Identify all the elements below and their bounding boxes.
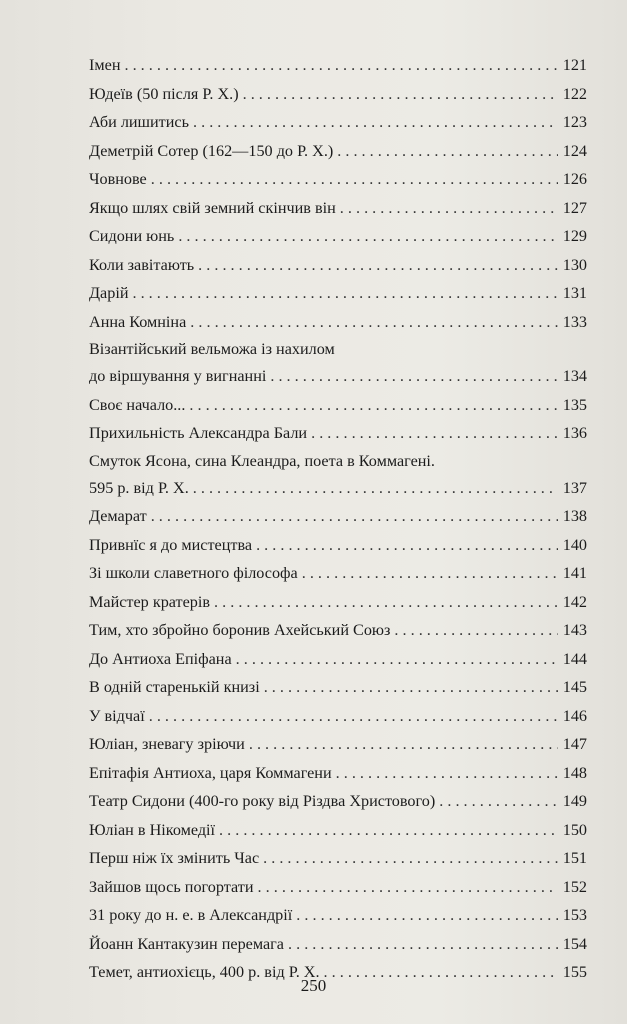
toc-entry-page-number: 137 (562, 478, 587, 497)
toc-entry-page-number: 124 (562, 141, 587, 160)
toc-entry (89, 80, 587, 109)
dot-leader (270, 362, 558, 391)
dot-leader (439, 787, 558, 816)
dot-leader (193, 474, 558, 503)
toc-entry-line (89, 645, 587, 674)
toc-entry (89, 588, 587, 617)
toc-entry (89, 51, 587, 80)
dot-leader (263, 844, 558, 873)
toc-entry-page-number: 148 (562, 763, 587, 782)
toc-entry-line (89, 816, 587, 845)
dot-leader (124, 51, 558, 80)
toc-entry-line (89, 844, 587, 873)
dot-leader (288, 930, 558, 959)
dot-leader (256, 531, 558, 560)
toc-entry-title: Коли завітають (89, 255, 195, 274)
dot-leader (243, 80, 558, 109)
toc-entry (89, 308, 587, 337)
toc-entry-page-number: 145 (562, 678, 587, 696)
toc-entry-line (89, 759, 587, 788)
toc-entry-title: Сидони юнь (89, 227, 175, 245)
dot-leader (311, 419, 558, 448)
toc-entry (89, 222, 587, 251)
toc-entry-page-number: 141 (562, 564, 587, 582)
toc-entry-line (89, 222, 587, 251)
toc-entry-line (89, 930, 587, 959)
toc-entry-page-number: 142 (562, 592, 587, 611)
toc-entry-title: Своє начало... (89, 395, 186, 414)
toc-entry (89, 419, 587, 448)
toc-entry-line (89, 165, 587, 194)
toc-entry-page-number: 152 (562, 877, 587, 896)
dot-leader (193, 108, 558, 137)
dot-leader (132, 279, 558, 308)
toc-entry-line (89, 80, 587, 109)
toc-entry-page-number: 146 (562, 706, 587, 725)
toc-entry (89, 616, 587, 645)
dot-leader (198, 251, 558, 280)
toc-entry-title: Анна Комніна (89, 312, 187, 331)
toc-entry (89, 702, 587, 731)
toc-entry-title: Майстер кратерів (89, 592, 211, 611)
toc-entry-line (89, 502, 587, 531)
toc-entry-line (89, 873, 587, 902)
toc-entry-title: Юдеїв (50 після Р. Х.) (89, 84, 239, 103)
toc-entry-page-number: 123 (562, 113, 587, 131)
toc-entry-page-number: 154 (562, 934, 587, 953)
toc-entry-page-number: 122 (562, 84, 587, 103)
toc-entry (89, 930, 587, 959)
toc-entry-line (89, 730, 587, 759)
toc-entry-page-number: 150 (562, 820, 587, 839)
toc-entry-title: Аби лишитись (89, 113, 189, 131)
dot-leader (214, 588, 558, 617)
toc-entry (89, 901, 587, 930)
dot-leader (190, 308, 558, 337)
toc-entry-line (89, 108, 587, 137)
toc-entry-page-number: 136 (562, 424, 587, 442)
toc-entry-title: Якщо шлях свій земний скінчив він (89, 198, 336, 217)
toc-entry-line (89, 616, 587, 645)
toc-entry-title: Імен (89, 56, 121, 74)
toc-entry-line (89, 901, 587, 930)
toc-entry-title: Тим, хто збройно боронив Ахейський Союз (89, 621, 391, 639)
toc-entry (89, 194, 587, 223)
toc-entry-page-number: 153 (562, 906, 587, 924)
toc-entry (89, 502, 587, 531)
toc-entry (89, 645, 587, 674)
toc-entry-line (89, 391, 587, 420)
toc-entry-line (89, 279, 587, 308)
toc-entry (89, 108, 587, 137)
toc-entry-line (89, 787, 587, 816)
toc-entry-page-number: 134 (562, 367, 587, 385)
toc-entry-line (89, 362, 587, 391)
dot-leader (264, 673, 558, 702)
toc-entry (89, 391, 587, 420)
toc-entry-title: Зайшов щось погортати (89, 877, 254, 896)
toc-entry (89, 531, 587, 560)
toc-entry-line (89, 308, 587, 337)
toc-entry-title: Деметрій Сотер (162—150 до Р. Х.) (89, 141, 334, 160)
toc-entry-line (89, 137, 587, 166)
toc-entry-title: 595 р. від Р. Х. (89, 478, 189, 497)
dot-leader (296, 901, 558, 930)
toc-entry-title: Темет, антиохієць, 400 р. від Р. Х. (89, 963, 320, 981)
toc-entry-page-number: 143 (562, 621, 587, 639)
toc-entry (89, 137, 587, 166)
table-of-contents (89, 51, 587, 987)
toc-entry-page-number: 121 (562, 56, 587, 74)
toc-entry (89, 816, 587, 845)
toc-entry-page-number: 149 (562, 792, 587, 810)
dot-leader (258, 873, 558, 902)
toc-entry-line (89, 531, 587, 560)
toc-entry-page-number: 144 (562, 649, 587, 668)
toc-entry-title: Зі школи славетного філософа (89, 564, 298, 582)
toc-entry-title-line1: Смуток Ясона, сина Клеандра, поета в Коммагені. (89, 451, 435, 470)
toc-entry (89, 873, 587, 902)
toc-entry-title: У відчаї (89, 706, 145, 725)
dot-leader (394, 616, 558, 645)
toc-entry-page-number: 155 (562, 963, 587, 981)
dot-leader (340, 194, 558, 223)
toc-entry-line (89, 673, 587, 702)
dot-leader (249, 730, 558, 759)
dot-leader (151, 502, 558, 531)
toc-entry-page-number: 151 (562, 849, 587, 867)
toc-entry (89, 448, 587, 503)
toc-entry-page-number: 127 (562, 198, 587, 217)
toc-entry-title: До Антиоха Епіфана (89, 649, 232, 668)
toc-entry-page-number: 135 (562, 395, 587, 414)
toc-entry-line (89, 419, 587, 448)
toc-entry-title: Прихильність Александра Бали (89, 424, 308, 442)
toc-entry (89, 559, 587, 588)
dot-leader (178, 222, 558, 251)
dot-leader (189, 391, 558, 420)
toc-entry-page-number: 138 (562, 507, 587, 525)
toc-entry (89, 165, 587, 194)
toc-entry-title: Привнїс я до мистецтва (89, 535, 253, 554)
toc-entry (89, 787, 587, 816)
dot-leader (151, 165, 558, 194)
toc-entry (89, 759, 587, 788)
toc-entry (89, 336, 587, 391)
dot-leader (337, 137, 558, 166)
toc-entry-page-number: 129 (562, 227, 587, 245)
dot-leader (302, 559, 558, 588)
toc-entry-line (89, 251, 587, 280)
toc-entry (89, 730, 587, 759)
toc-entry-title: Перш ніж їх змінить Час (89, 849, 260, 867)
toc-entry-title: В одній старенькій книзі (89, 678, 260, 696)
toc-entry (89, 673, 587, 702)
dot-leader (336, 759, 558, 788)
toc-entry-page-number: 130 (562, 255, 587, 274)
dot-leader (236, 645, 558, 674)
toc-entry-line (89, 474, 587, 503)
toc-entry-title: Епітафія Антиоха, царя Коммагени (89, 763, 332, 782)
toc-entry-title: Юліан, зневагу зріючи (89, 735, 245, 753)
toc-entry-page-number: 140 (562, 535, 587, 554)
toc-entry (89, 279, 587, 308)
toc-entry-title: Юліан в Нікомедії (89, 820, 216, 839)
toc-entry-title: 31 року до н. е. в Александрії (89, 906, 293, 924)
toc-entry-line (89, 588, 587, 617)
toc-entry-page-number: 131 (562, 284, 587, 302)
toc-entry-title-line1: Візантійський вельможа із нахилом (89, 340, 335, 358)
toc-entry-line (89, 51, 587, 80)
toc-entry-title: Човнове (89, 170, 147, 188)
toc-entry-line (89, 559, 587, 588)
toc-entry-line (89, 194, 587, 223)
toc-entry (89, 844, 587, 873)
dot-leader (219, 816, 558, 845)
toc-entry-line (89, 702, 587, 731)
toc-entry-page-number: 126 (562, 170, 587, 188)
page-number: 250 (300, 976, 327, 995)
toc-entry-page-number: 133 (562, 312, 587, 331)
dot-leader (149, 702, 558, 731)
toc-entry-title: Дарій (89, 284, 129, 302)
toc-entry-title: Йоанн Кантакузин перемага (89, 934, 284, 953)
toc-entry-page-number: 147 (562, 735, 587, 753)
toc-entry (89, 251, 587, 280)
toc-entry-title: Демарат (89, 507, 147, 525)
toc-entry-title: до віршування у вигнанні (89, 367, 267, 385)
toc-entry-title: Театр Сидони (400-го року від Різдва Христового) (89, 792, 436, 810)
